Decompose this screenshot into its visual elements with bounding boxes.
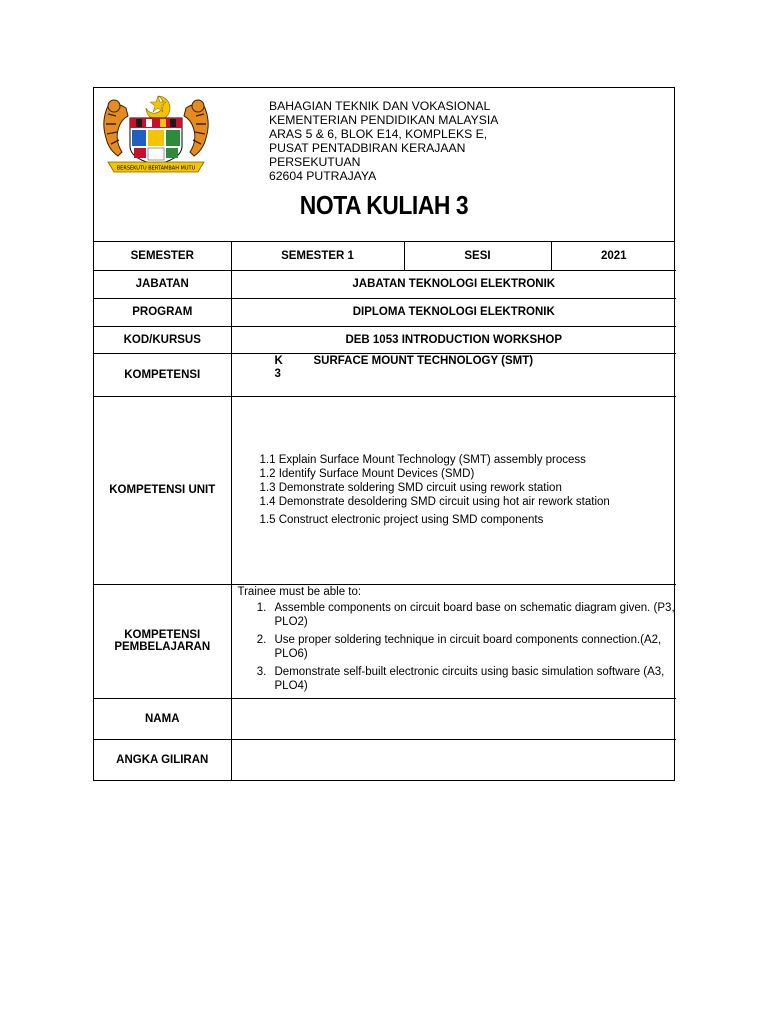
semester-value: SEMESTER 1	[231, 242, 404, 270]
kod-kursus-label: KOD/KURSUS	[94, 326, 231, 353]
address-line: 62604 PUTRAJAYA	[269, 169, 377, 183]
address-line: KEMENTERIAN PENDIDIKAN MALAYSIA	[269, 113, 499, 127]
table-row	[94, 242, 676, 270]
kompetensi-code	[275, 355, 283, 381]
table-row	[94, 353, 676, 396]
angka-giliran-field[interactable]	[231, 739, 676, 780]
table-row	[94, 326, 676, 353]
nama-field[interactable]	[231, 698, 676, 739]
program-value: DIPLOMA TEKNOLOGI ELEKTRONIK	[231, 298, 676, 326]
kompetensi-pembelajaran-list	[231, 584, 676, 698]
kompetensi-unit-label: KOMPETENSI UNIT	[94, 396, 231, 584]
kompetensi-pembelajaran-label: KOMPETENSI PEMBELAJARAN	[94, 584, 231, 698]
course-info-table	[94, 242, 676, 780]
list-item: 3. Demonstrate self-built electronic circuits using basic simulation software (A3, PLO4)	[270, 665, 677, 693]
kompetensi-code-line: K	[274, 354, 283, 367]
svg-text:BERSEKUTU BERTAMBAH MUTU: BERSEKUTU BERTAMBAH MUTU	[116, 165, 196, 172]
semester-label: SEMESTER	[94, 242, 231, 270]
kompetensi-label: KOMPETENSI	[94, 353, 231, 396]
lecture-note-cover	[93, 87, 675, 781]
table-row	[94, 739, 676, 780]
table-row	[94, 698, 676, 739]
program-label: PROGRAM	[94, 298, 231, 326]
nama-label: NAMA	[94, 698, 231, 739]
kompetensi-value: SURFACE MOUNT TECHNOLOGY (SMT)	[313, 354, 534, 367]
address-line: BAHAGIAN TEKNIK DAN VOKASIONAL	[269, 99, 491, 113]
unit-item: 1.4 Demonstrate desoldering SMD circuit using hot air rework station	[259, 496, 610, 508]
document-header	[94, 88, 674, 242]
jabatan-value: JABATAN TEKNOLOGI ELEKTRONIK	[231, 270, 676, 298]
jabatan-label: JABATAN	[94, 270, 231, 298]
sesi-value: 2021	[551, 242, 676, 270]
pembelajaran-intro: Trainee must be able to:	[237, 585, 362, 598]
unit-item: 1.5 Construct electronic project using SMD components	[259, 514, 544, 526]
angka-giliran-label: ANGKA GILIRAN	[94, 739, 231, 780]
unit-item: 1.3 Demonstrate soldering SMD circuit using rework station	[259, 482, 562, 494]
table-row	[94, 584, 676, 698]
kompetensi-code-line: 3	[274, 367, 281, 380]
table-row	[94, 298, 676, 326]
list-item: 1. Assemble components on circuit board base on schematic diagram given. (P3, PLO2)	[270, 601, 677, 629]
address-line: PERSEKUTUAN	[269, 155, 361, 169]
unit-item: 1.1 Explain Surface Mount Technology (SMT) assembly process	[259, 454, 586, 466]
list-item: 2. Use proper soldering technique in circuit board components connection.(A2, PLO6)	[270, 633, 677, 661]
unit-item: 1.2 Identify Surface Mount Devices (SMD)	[259, 468, 475, 480]
kompetensi-unit-list	[231, 396, 676, 584]
table-row	[94, 270, 676, 298]
kompetensi-value-cell	[231, 353, 676, 396]
kod-kursus-value: DEB 1053 INTRODUCTION WORKSHOP	[231, 326, 676, 353]
table-row	[94, 396, 676, 584]
address-line: PUSAT PENTADBIRAN KERAJAAN	[269, 141, 466, 155]
document-title: NOTA KULIAH 3	[299, 190, 469, 220]
sesi-label: SESI	[404, 242, 551, 270]
institution-address	[269, 99, 498, 183]
jata-negara-emblem	[98, 92, 214, 176]
address-line: ARAS 5 & 6, BLOK E14, KOMPLEKS E,	[269, 127, 488, 141]
